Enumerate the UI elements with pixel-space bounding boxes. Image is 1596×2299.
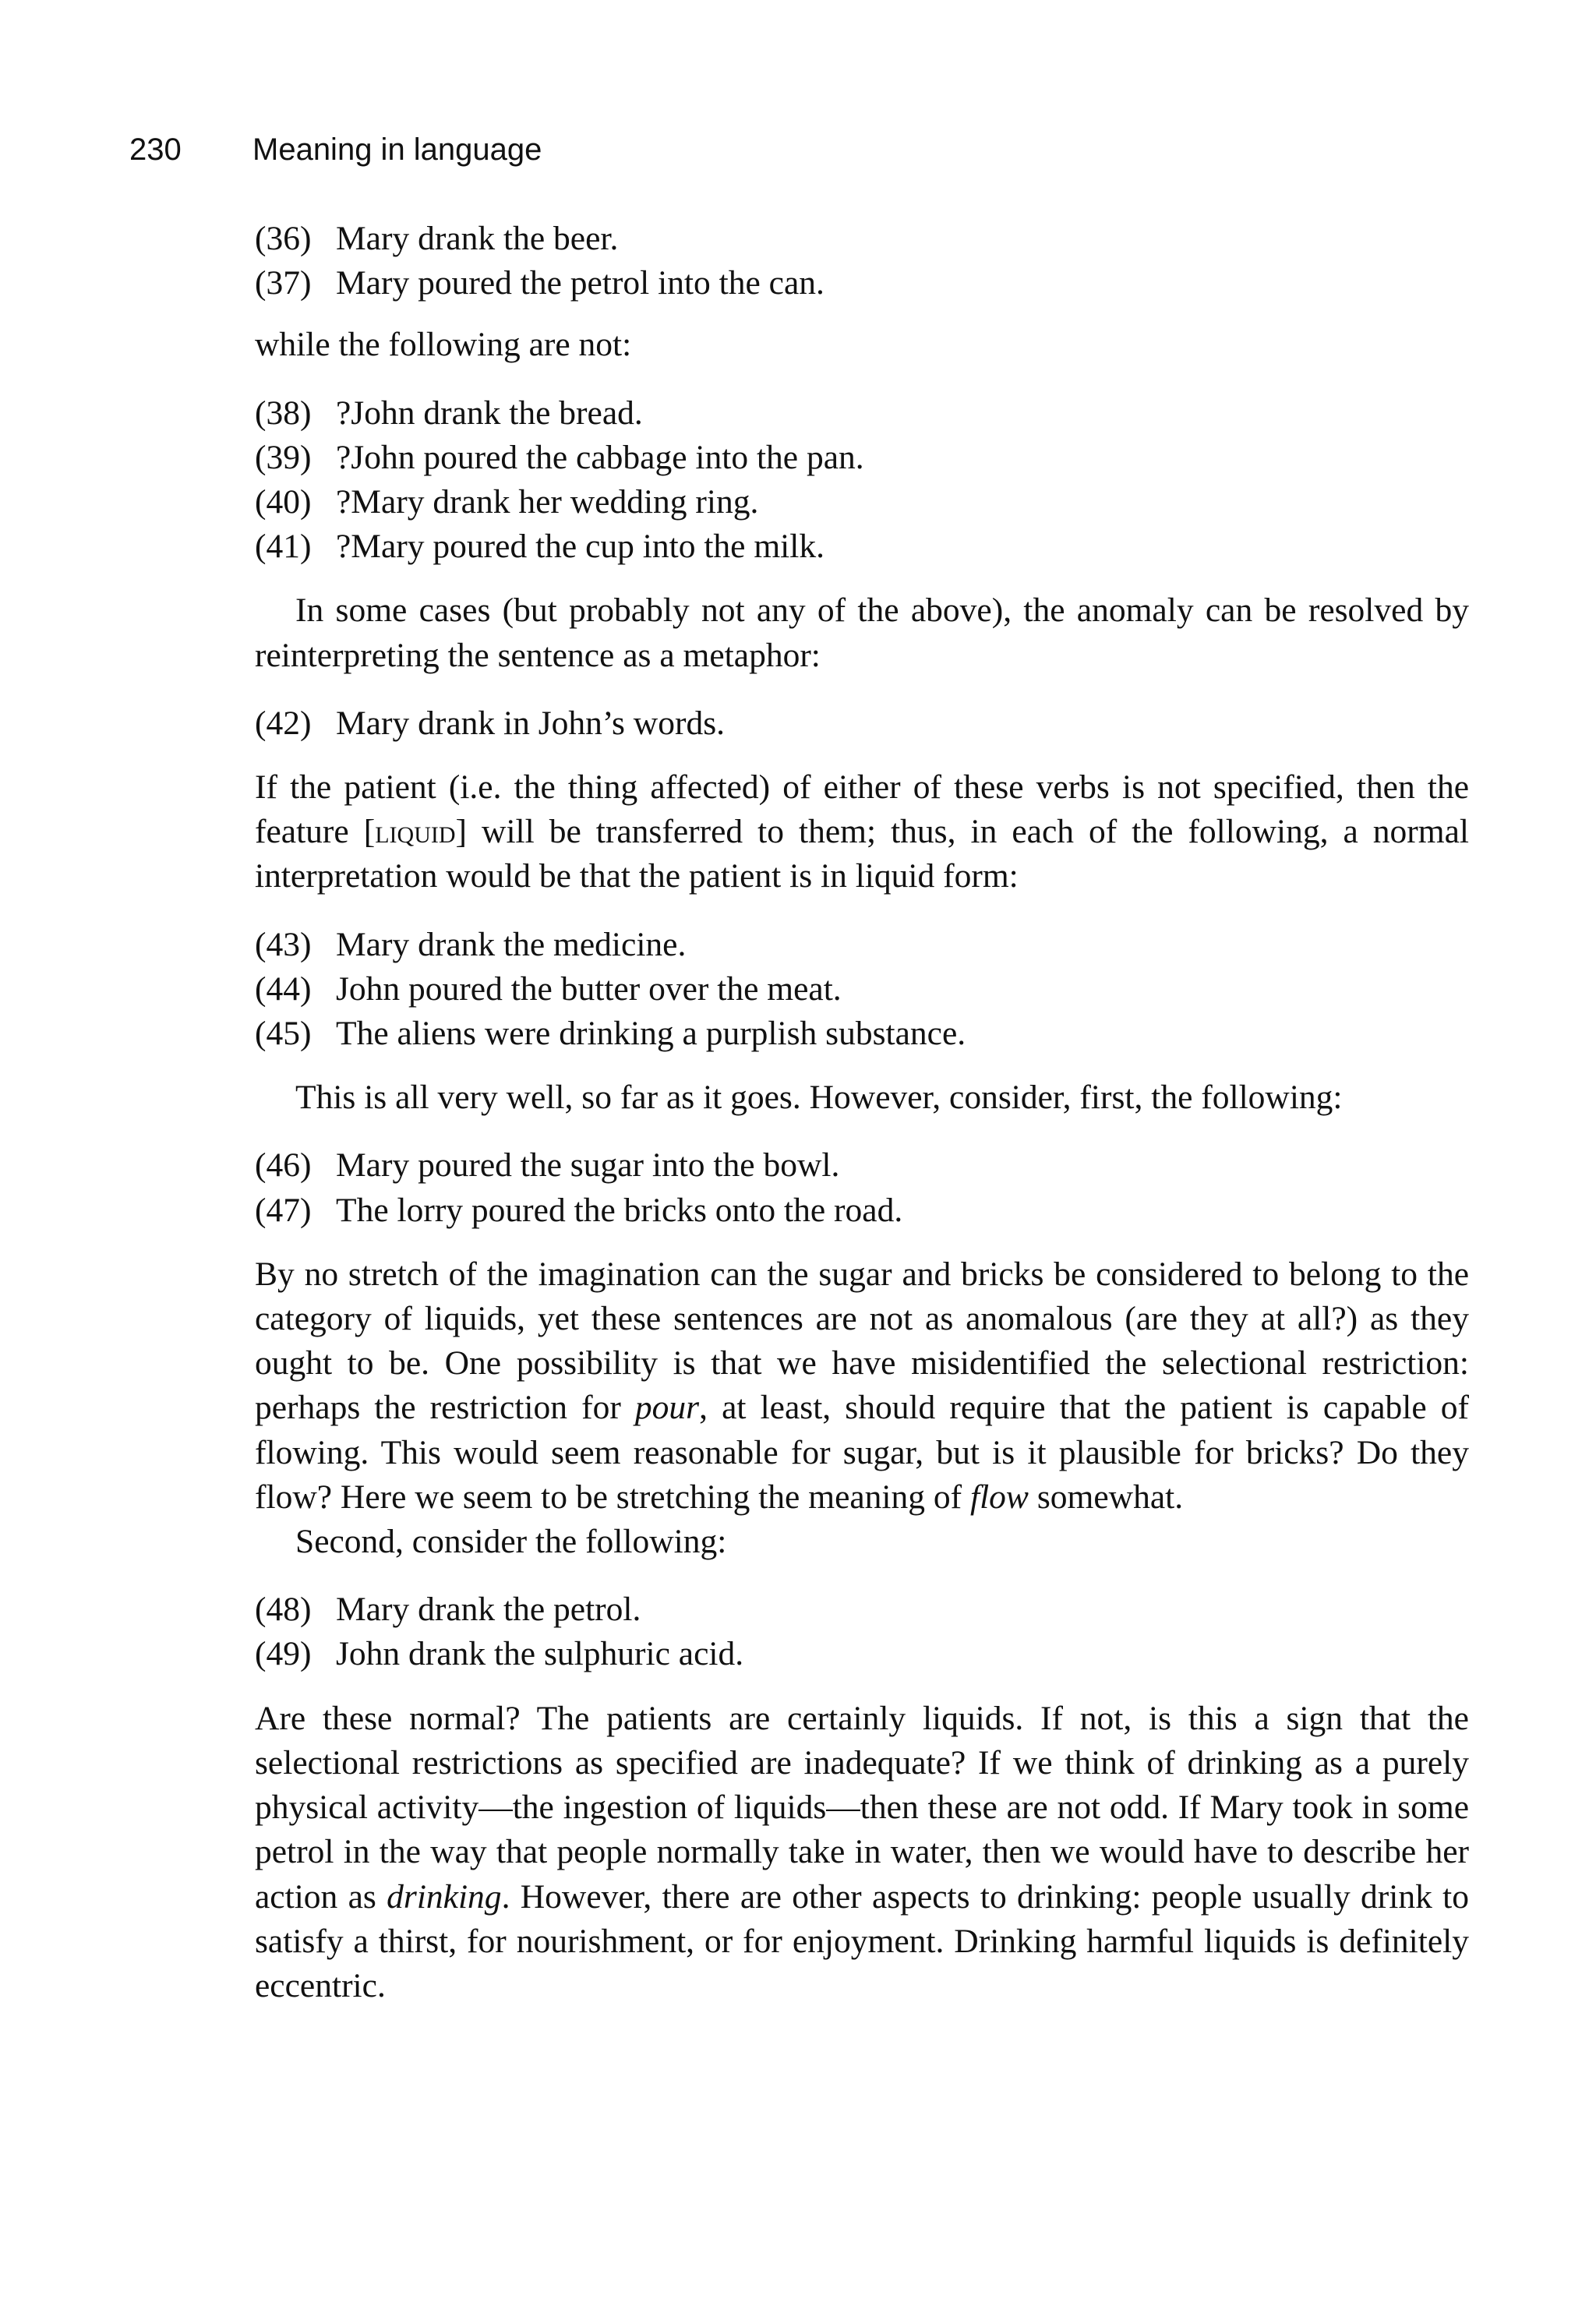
running-title: Meaning in language [252,132,542,167]
paragraph-text: Are these normal? The patients are certainly liquids. If not, is this a sign that the selectional restrictions as specified are inadequate? If we think of drinking as a purely physical activity—the ingestion of liquids—then these are not odd. If Mary took in some petrol in the way that people normally take in water, then we would have to describe her action as [255,1699,1469,1916]
paragraph-text: somewhat. [1028,1478,1184,1516]
paragraph-stretch [255,1252,1469,1520]
page-body [255,217,1469,2008]
example-number: (38) [255,394,312,432]
example-list-43-45 [255,923,1469,1057]
example-number: (44) [255,969,312,1008]
example-39 [255,436,1469,480]
example-number: (49) [255,1635,312,1673]
example-number: (43) [255,925,312,963]
example-number: (39) [255,438,312,476]
paragraph-all-well: This is all very well, so far as it goes. However, consider, first, the following: [295,1079,1343,1117]
example-number: (40) [255,483,312,521]
example-text: The lorry poured the bricks onto the road. [336,1191,903,1229]
example-36 [255,217,1469,261]
example-text: ?Mary poured the cup into the milk. [336,528,824,566]
feature-liquid: liquid [375,813,456,851]
example-list-38-41 [255,391,1469,570]
example-number: (45) [255,1015,312,1053]
example-text: ?John poured the cabbage into the pan. [336,438,864,476]
example-45 [255,1012,1469,1056]
example-number: (36) [255,220,312,257]
example-43 [255,923,1469,967]
example-49 [255,1632,1469,1676]
italic-pour: pour [634,1389,700,1427]
example-list-36-37 [255,217,1469,305]
paragraph-text: . However, there are other aspects to drinking: people usually drink to satisfy a thirst, for nourishment, or for enjoyment. Drinking harmful liquids is definitely eccentric. [255,1877,1469,2004]
paragraph-text: , at least, should require that the patient is capable of flowing. This would seem reasonable for sugar, but is it plausible for bricks? Do they flow? Here we seem to be stretching the meaning of [255,1389,1469,1516]
example-text: John drank the sulphuric acid. [336,1635,744,1673]
paragraph-text: If the patient (i.e. the thing affected) of either of these verbs is not specified, then the feature [ [255,768,1469,851]
example-number: (48) [255,1591,312,1629]
example-text: ?Mary drank her wedding ring. [336,483,759,521]
example-text: Mary drank in John’s words. [336,704,725,742]
italic-flow: flow [970,1478,1029,1516]
paragraph-while: while the following are not: [255,326,632,364]
paragraph-patient [255,765,1469,899]
example-text: ?John drank the bread. [336,394,643,432]
example-text: Mary drank the medicine. [336,925,687,963]
example-41 [255,524,1469,569]
page-number: 230 [129,132,182,167]
example-47 [255,1188,1469,1233]
example-40 [255,480,1469,524]
italic-drinking: drinking [387,1877,502,1916]
example-42 [255,701,1469,746]
example-number: (37) [255,264,312,302]
example-text: The aliens were drinking a purplish substance. [336,1015,966,1053]
example-text: John poured the butter over the meat. [336,969,842,1008]
example-list-42 [255,701,1469,746]
example-number: (41) [255,528,312,566]
paragraph-text: ] will be transferred to them; thus, in each of the following, a normal interpretation would be that the patient is in liquid form: [255,813,1470,895]
example-text: Mary drank the petrol. [336,1591,641,1629]
example-44 [255,967,1469,1012]
example-list-48-49 [255,1587,1469,1676]
example-37 [255,261,1469,305]
example-text: Mary poured the petrol into the can. [336,264,824,302]
example-number: (47) [255,1191,312,1229]
example-text: Mary drank the beer. [336,220,619,257]
example-number: (46) [255,1146,312,1185]
example-number: (42) [255,704,312,742]
example-46 [255,1143,1469,1188]
paragraph-text: By no stretch of the imagination can the sugar and bricks be considered to belong to the category of liquids, yet these sentences are not as anomalous (are they at all?) as they ought to be. One possibility is that we have misidentified the selectional restriction: perhaps the restriction for [255,1255,1469,1427]
example-list-46-47 [255,1143,1469,1232]
paragraph-metaphor: In some cases (but probably not any of the above), the anomaly can be resolved by reinterpreting the sentence as a metaphor: [255,592,1469,674]
paragraph-normal [255,1697,1469,2008]
example-48 [255,1587,1469,1632]
example-38 [255,391,1469,436]
running-header [129,134,542,165]
paragraph-second: Second, consider the following: [295,1523,727,1561]
example-text: Mary poured the sugar into the bowl. [336,1146,840,1185]
